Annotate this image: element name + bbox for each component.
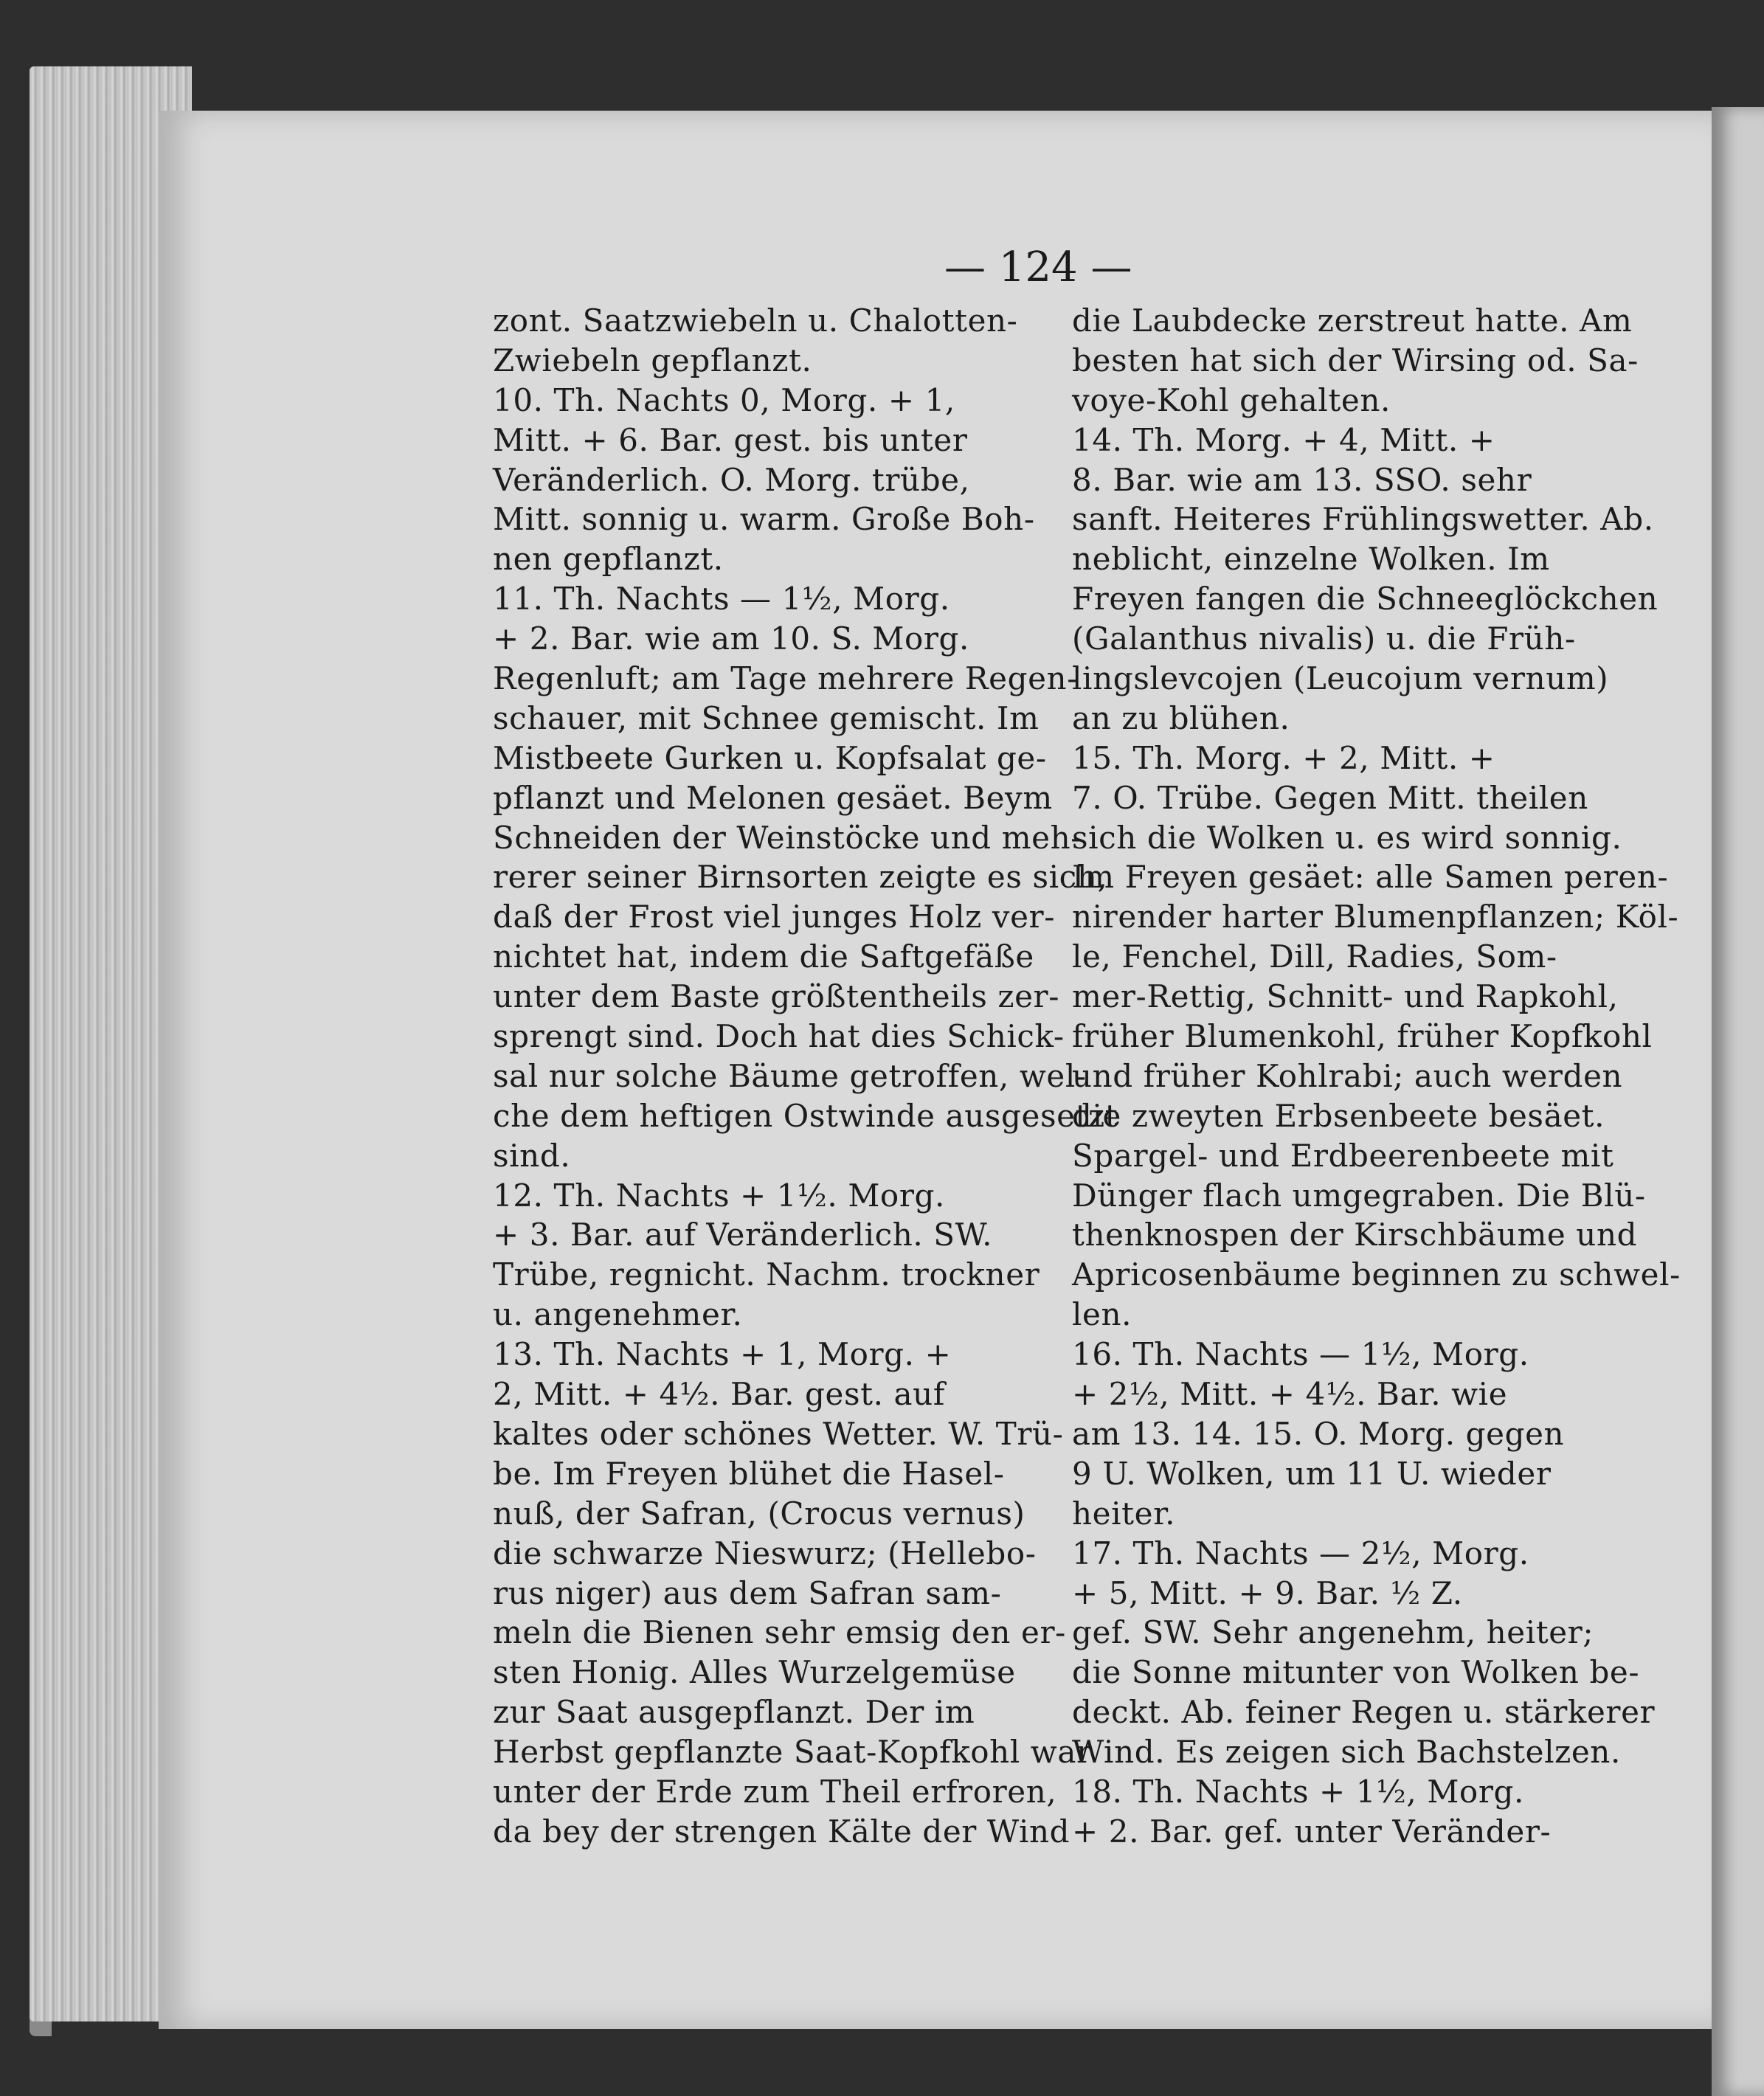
facing-page-edge [1712,107,1764,2096]
page-number: — 124 — [944,243,1132,291]
text-line: neblicht, einzelne Wolken. Im [1072,541,1550,578]
text-line: 9 U. Wolken, um 11 U. wieder [1072,1455,1552,1492]
text-line: daß der Frost viel junges Holz ver- [493,899,1056,935]
text-line: kaltes oder schönes Wetter. W. Trü- [493,1415,1064,1452]
text-line: meln die Bienen sehr emsig den er- [493,1614,1066,1651]
text-line: an zu blühen. [1072,699,1290,736]
text-line: len. [1072,1296,1132,1333]
text-line: (Galanthus nivalis) u. die Früh- [1072,620,1576,657]
text-line: 11. Th. Nachts — 1½, Morg. [493,581,950,618]
text-line: die zweyten Erbsenbeete besäet. [1072,1097,1605,1134]
text-line: besten hat sich der Wirsing od. Sa- [1072,342,1639,378]
text-line: 12. Th. Nachts + 1½. Morg. [493,1177,945,1214]
text-line: heiter. [1072,1495,1176,1532]
text-line: sind. [493,1137,571,1174]
text-line: 8. Bar. wie am 13. SSO. sehr [1072,461,1532,498]
text-line: die Laubdecke zerstreut hatte. Am [1072,302,1633,339]
text-line: Herbst gepflanzte Saat-Kopfkohl war [493,1734,1092,1771]
text-line: unter dem Baste größtentheils zer- [493,978,1060,1015]
text-line: mer-Rettig, Schnitt- und Rapkohl, [1072,978,1619,1015]
text-line: Dünger flach umgegraben. Die Blü- [1072,1177,1646,1214]
text-line: u. angenehmer. [493,1296,743,1333]
text-line: Regenluft; am Tage mehrere Regen- [493,660,1078,697]
text-line: Mitt. + 6. Bar. gest. bis unter [493,421,968,458]
text-line: zur Saat ausgepflanzt. Der im [493,1694,975,1731]
text-line: 17. Th. Nachts — 2½, Morg. [1072,1535,1529,1571]
text-line: nuß, der Safran, (Crocus vernus) [493,1495,1025,1532]
text-line: und früher Kohlrabi; auch werden [1072,1057,1623,1094]
text-line: Veränderlich. O. Morg. trübe, [493,461,970,498]
text-line: + 2. Bar. wie am 10. S. Morg. [493,620,969,657]
text-line: unter der Erde zum Theil erfroren, [493,1773,1057,1810]
text-line: 10. Th. Nachts 0, Morg. + 1, [493,381,955,418]
text-line: + 3. Bar. auf Veränderlich. SW. [493,1217,993,1253]
text-line: Spargel- und Erdbeerenbeete mit [1072,1137,1614,1174]
text-line: sanft. Heiteres Frühlingswetter. Ab. [1072,501,1654,538]
text-line: Zwiebeln gepflanzt. [493,342,812,378]
text-line: Mitt. sonnig u. warm. Große Boh- [493,501,1035,538]
text-line: deckt. Ab. feiner Regen u. stärkerer [1072,1694,1656,1731]
text-line: Trübe, regnicht. Nachm. trockner [493,1256,1040,1293]
text-line: + 2½, Mitt. + 4½. Bar. wie [1072,1376,1508,1413]
text-line: 15. Th. Morg. + 2, Mitt. + [1072,739,1495,776]
text-line: thenknospen der Kirschbäume und [1072,1217,1638,1253]
text-line: voye-Kohl gehalten. [1072,381,1391,418]
text-line: 13. Th. Nachts + 1, Morg. + [493,1336,952,1373]
text-line: 18. Th. Nachts + 1½, Morg. [1072,1773,1524,1810]
text-line: che dem heftigen Ostwinde ausgesetzt [493,1097,1118,1134]
text-line: + 5, Mitt. + 9. Bar. ½ Z. [1072,1574,1463,1611]
text-line: die Sonne mitunter von Wolken be- [1072,1654,1640,1691]
text-line: die schwarze Nieswurz; (Hellebo- [493,1535,1037,1571]
right-text-column [1072,301,1681,1852]
text-line: rerer seiner Birnsorten zeigte es sich, [493,859,1108,896]
text-line: schauer, mit Schnee gemischt. Im [493,699,1040,736]
text-line: sten Honig. Alles Wurzelgemüse [493,1654,1016,1691]
text-line: Mistbeete Gurken u. Kopfsalat ge- [493,739,1047,776]
text-line: + 2. Bar. gef. unter Veränder- [1072,1813,1552,1850]
text-line: Apricosenbäume beginnen zu schwel- [1072,1256,1681,1293]
text-line: 7. O. Trübe. Gegen Mitt. theilen [1072,779,1588,816]
text-line: 2, Mitt. + 4½. Bar. gest. auf [493,1376,945,1413]
text-line: be. Im Freyen blühet die Hasel- [493,1455,1005,1492]
text-line: 14. Th. Morg. + 4, Mitt. + [1072,421,1495,458]
text-line: da bey der strengen Kälte der Wind [493,1813,1070,1850]
text-line: lingslevcojen (Leucojum vernum) [1072,660,1609,697]
text-line: am 13. 14. 15. O. Morg. gegen [1072,1415,1565,1452]
text-line: sprengt sind. Doch hat dies Schick- [493,1018,1065,1055]
text-line: zont. Saatzwiebeln u. Chalotten- [493,302,1018,339]
text-line: gef. SW. Sehr angenehm, heiter; [1072,1614,1594,1651]
text-line: Schneiden der Weinstöcke und meh- [493,819,1082,856]
text-line: Wind. Es zeigen sich Bachstelzen. [1072,1734,1621,1771]
text-line: sal nur solche Bäume getroffen, wel- [493,1057,1087,1094]
text-line: nirender harter Blumenpflanzen; Köl- [1072,899,1679,935]
text-line: le, Fenchel, Dill, Radies, Som- [1072,938,1557,975]
text-line: pflanzt und Melonen gesäet. Beym [493,779,1053,816]
text-line: rus niger) aus dem Safran sam- [493,1574,1002,1611]
text-line: nen gepflanzt. [493,541,724,578]
text-line: Im Freyen gesäet: alle Samen peren- [1072,859,1669,896]
text-line: früher Blumenkohl, früher Kopfkohl [1072,1018,1653,1055]
text-line: nichtet hat, indem die Saftgefäße [493,938,1034,975]
text-line: sich die Wolken u. es wird sonnig. [1072,819,1622,856]
text-line: Freyen fangen die Schneeglöckchen [1072,581,1658,618]
text-line: 16. Th. Nachts — 1½, Morg. [1072,1336,1529,1373]
